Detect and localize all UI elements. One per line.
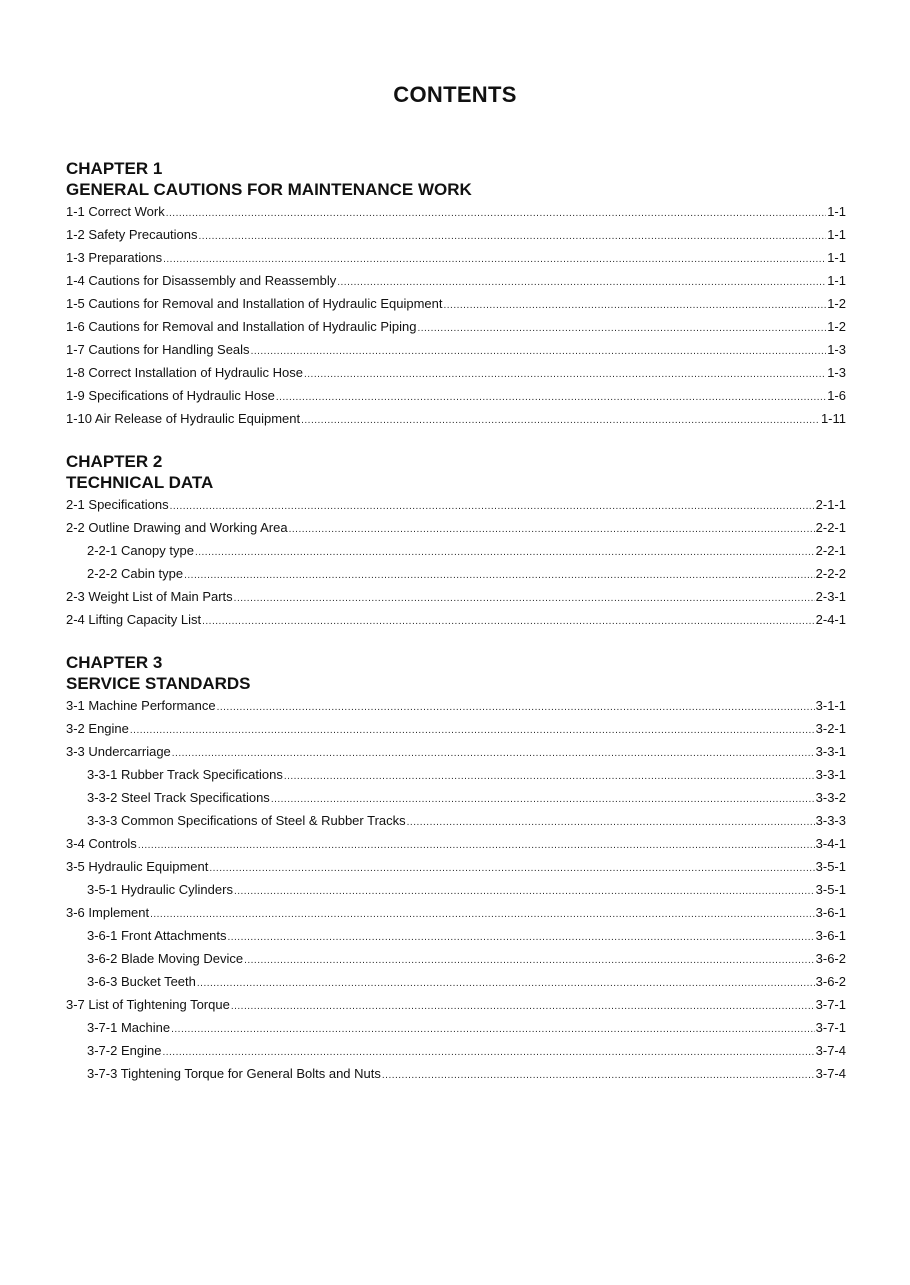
toc-entry[interactable] bbox=[66, 717, 846, 740]
chapter-section bbox=[66, 158, 846, 430]
dot-leader bbox=[301, 409, 820, 430]
toc-page-number: 1-1 bbox=[827, 250, 846, 265]
toc-entry-label: 3-7-3 Tightening Torque for General Bolts and Nuts bbox=[87, 1066, 381, 1081]
toc-page-number: 3-6-2 bbox=[815, 951, 846, 966]
toc-page-number: 3-3-3 bbox=[815, 813, 846, 828]
toc-entry[interactable] bbox=[66, 740, 846, 763]
dot-leader bbox=[166, 202, 826, 223]
toc-page-number: 3-7-1 bbox=[815, 997, 846, 1012]
dot-leader bbox=[202, 610, 815, 631]
toc-entry-label: 2-2-1 Canopy type bbox=[87, 543, 194, 558]
dot-leader bbox=[170, 495, 815, 516]
toc-entry-label: 1-1 Correct Work bbox=[66, 204, 165, 219]
toc-page-number: 1-1 bbox=[827, 273, 846, 288]
toc-page-number: 3-2-1 bbox=[815, 721, 846, 736]
toc-subentry[interactable] bbox=[66, 924, 846, 947]
toc-entry-label: 1-10 Air Release of Hydraulic Equipment bbox=[66, 411, 301, 426]
toc-subentry[interactable] bbox=[66, 970, 846, 993]
toc-subentry[interactable] bbox=[66, 763, 846, 786]
toc-entry[interactable] bbox=[66, 361, 846, 384]
toc-entry[interactable] bbox=[66, 585, 846, 608]
toc-entry-label: 1-4 Cautions for Disassembly and Reassembly bbox=[66, 273, 337, 288]
toc-subentry[interactable] bbox=[66, 1062, 846, 1085]
dot-leader bbox=[184, 564, 815, 585]
toc-entry-label: 3-5 Hydraulic Equipment bbox=[66, 859, 209, 874]
dot-leader bbox=[138, 834, 815, 855]
dot-leader bbox=[231, 995, 815, 1016]
toc-entry-label: 3-5-1 Hydraulic Cylinders bbox=[87, 882, 233, 897]
toc-page-number: 1-2 bbox=[827, 319, 846, 334]
toc-entry-label: 3-7-1 Machine bbox=[87, 1020, 171, 1035]
dot-leader bbox=[171, 1018, 815, 1039]
toc-entry-label: 3-6-3 Bucket Teeth bbox=[87, 974, 196, 989]
toc-list bbox=[66, 493, 846, 631]
toc-entry[interactable] bbox=[66, 694, 846, 717]
toc-entry-label: 1-3 Preparations bbox=[66, 250, 163, 265]
toc-entry[interactable] bbox=[66, 223, 846, 246]
dot-leader bbox=[382, 1064, 815, 1085]
toc-page-number: 1-11 bbox=[820, 411, 846, 426]
chapter-section bbox=[66, 451, 846, 631]
toc-page-number: 3-6-2 bbox=[815, 974, 846, 989]
toc-entry-label: 1-9 Specifications of Hydraulic Hose bbox=[66, 388, 275, 403]
dot-leader bbox=[304, 363, 826, 384]
dot-leader bbox=[130, 719, 815, 740]
dot-leader bbox=[276, 386, 826, 407]
toc-page-number: 3-7-1 bbox=[815, 1020, 846, 1035]
dot-leader bbox=[443, 294, 826, 315]
dot-leader bbox=[407, 811, 815, 832]
toc-subentry[interactable] bbox=[66, 1016, 846, 1039]
toc-page-number: 3-7-4 bbox=[815, 1066, 846, 1081]
chapter-number: CHAPTER 2 bbox=[66, 452, 163, 471]
chapter-number: CHAPTER 3 bbox=[66, 653, 163, 672]
toc-page-number: 3-1-1 bbox=[815, 698, 846, 713]
toc-page-number: 3-6-1 bbox=[815, 928, 846, 943]
toc-entry-label: 2-2 Outline Drawing and Working Area bbox=[66, 520, 288, 535]
toc-entry[interactable] bbox=[66, 516, 846, 539]
chapter-section bbox=[66, 652, 846, 1085]
toc-page-number: 3-3-1 bbox=[815, 767, 846, 782]
toc-subentry[interactable] bbox=[66, 947, 846, 970]
toc-entry[interactable] bbox=[66, 269, 846, 292]
dot-leader bbox=[197, 972, 815, 993]
toc-entry-label: 3-1 Machine Performance bbox=[66, 698, 216, 713]
toc-subentry[interactable] bbox=[66, 562, 846, 585]
toc-entry-label: 2-1 Specifications bbox=[66, 497, 169, 512]
toc-subentry[interactable] bbox=[66, 1039, 846, 1062]
toc-entry-label: 3-3-2 Steel Track Specifications bbox=[87, 790, 270, 805]
dot-leader bbox=[271, 788, 815, 809]
toc-entry-label: 1-5 Cautions for Removal and Installation of Hydraulic Equipment bbox=[66, 296, 443, 311]
toc-entry-label: 3-7 List of Tightening Torque bbox=[66, 997, 230, 1012]
toc-page-number: 1-1 bbox=[827, 204, 846, 219]
toc-entry-label: 3-7-2 Engine bbox=[87, 1043, 162, 1058]
toc-page-number: 3-7-4 bbox=[815, 1043, 846, 1058]
dot-leader bbox=[162, 1041, 814, 1062]
toc-page-number: 1-1 bbox=[827, 227, 846, 242]
toc-entry[interactable] bbox=[66, 832, 846, 855]
toc-entry[interactable] bbox=[66, 901, 846, 924]
toc-subentry[interactable] bbox=[66, 539, 846, 562]
toc-page-number: 2-1-1 bbox=[815, 497, 846, 512]
toc-page-number: 2-3-1 bbox=[815, 589, 846, 604]
dot-leader bbox=[234, 880, 815, 901]
toc-entry[interactable] bbox=[66, 200, 846, 223]
toc-page-number: 1-6 bbox=[827, 388, 846, 403]
dot-leader bbox=[163, 248, 826, 269]
chapter-title: SERVICE STANDARDS bbox=[66, 674, 251, 693]
toc-page-number: 2-2-1 bbox=[815, 543, 846, 558]
toc-page-number: 1-3 bbox=[827, 365, 846, 380]
toc-entry[interactable] bbox=[66, 493, 846, 516]
toc-entry-label: 3-2 Engine bbox=[66, 721, 129, 736]
dot-leader bbox=[234, 587, 815, 608]
dot-leader bbox=[251, 340, 827, 361]
dot-leader bbox=[417, 317, 826, 338]
toc-entry-label: 3-3 Undercarriage bbox=[66, 744, 171, 759]
dot-leader bbox=[172, 742, 815, 763]
chapter-title: GENERAL CAUTIONS FOR MAINTENANCE WORK bbox=[66, 180, 472, 199]
toc-page-number: 3-3-2 bbox=[815, 790, 846, 805]
chapter-title: TECHNICAL DATA bbox=[66, 473, 214, 492]
toc-page-number: 3-5-1 bbox=[815, 882, 846, 897]
toc-subentry[interactable] bbox=[66, 809, 846, 832]
toc-entry[interactable] bbox=[66, 608, 846, 631]
toc-entry-label: 3-6-2 Blade Moving Device bbox=[87, 951, 244, 966]
page-title: CONTENTS bbox=[393, 82, 517, 107]
toc-entry[interactable] bbox=[66, 993, 846, 1016]
toc-entry-label: 2-3 Weight List of Main Parts bbox=[66, 589, 233, 604]
toc-entry-label: 3-3-1 Rubber Track Specifications bbox=[87, 767, 283, 782]
toc-page-number: 1-2 bbox=[827, 296, 846, 311]
dot-leader bbox=[337, 271, 826, 292]
toc-page-number: 2-2-2 bbox=[815, 566, 846, 581]
toc-entry[interactable] bbox=[66, 855, 846, 878]
toc-page-number: 2-4-1 bbox=[815, 612, 846, 627]
dot-leader bbox=[284, 765, 815, 786]
dot-leader bbox=[150, 903, 815, 924]
toc-list bbox=[66, 200, 846, 430]
chapter-number: CHAPTER 1 bbox=[66, 159, 163, 178]
toc-entry-label: 1-6 Cautions for Removal and Installation of Hydraulic Piping bbox=[66, 319, 417, 334]
toc-page-number: 1-3 bbox=[827, 342, 846, 357]
toc-page-number: 3-5-1 bbox=[815, 859, 846, 874]
dot-leader bbox=[289, 518, 815, 539]
dot-leader bbox=[199, 225, 827, 246]
dot-leader bbox=[209, 857, 814, 878]
toc-entry[interactable] bbox=[66, 315, 846, 338]
toc-subentry[interactable] bbox=[66, 878, 846, 901]
toc-entry[interactable] bbox=[66, 384, 846, 407]
toc-entry-label: 2-4 Lifting Capacity List bbox=[66, 612, 202, 627]
toc-subentry[interactable] bbox=[66, 786, 846, 809]
toc-entry-label: 3-6-1 Front Attachments bbox=[87, 928, 227, 943]
dot-leader bbox=[217, 696, 815, 717]
toc-entry-label: 1-7 Cautions for Handling Seals bbox=[66, 342, 250, 357]
toc-entry-label: 3-3-3 Common Specifications of Steel & Rubber Tracks bbox=[87, 813, 406, 828]
toc-entry-label: 3-6 Implement bbox=[66, 905, 150, 920]
toc-entry[interactable] bbox=[66, 246, 846, 269]
dot-leader bbox=[244, 949, 815, 970]
toc-page-number: 3-4-1 bbox=[815, 836, 846, 851]
toc-entry-label: 1-2 Safety Precautions bbox=[66, 227, 198, 242]
toc-entry[interactable] bbox=[66, 292, 846, 315]
toc-entry[interactable] bbox=[66, 407, 846, 430]
toc-page-number: 2-2-1 bbox=[815, 520, 846, 535]
toc-page-number: 3-6-1 bbox=[815, 905, 846, 920]
toc-list bbox=[66, 694, 846, 1085]
toc-entry[interactable] bbox=[66, 338, 846, 361]
toc-page-number: 3-3-1 bbox=[815, 744, 846, 759]
toc-entry-label: 3-4 Controls bbox=[66, 836, 137, 851]
toc-entry-label: 1-8 Correct Installation of Hydraulic Hose bbox=[66, 365, 303, 380]
dot-leader bbox=[195, 541, 815, 562]
dot-leader bbox=[227, 926, 814, 947]
toc-entry-label: 2-2-2 Cabin type bbox=[87, 566, 184, 581]
